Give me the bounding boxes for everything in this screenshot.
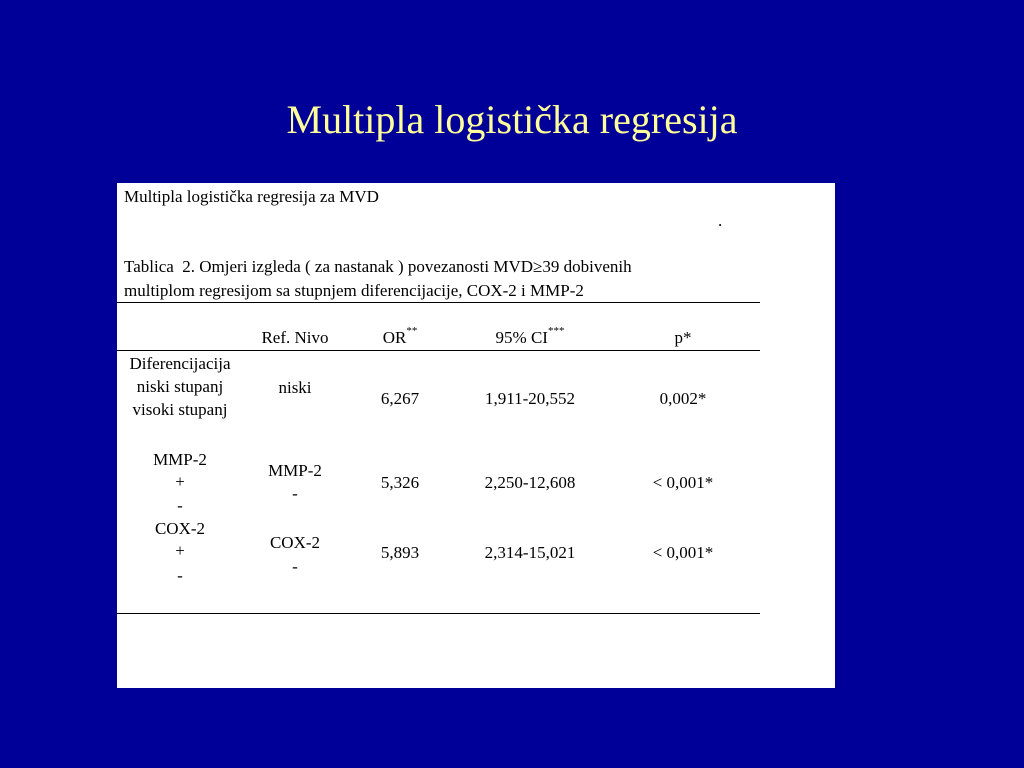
panel-dot: . bbox=[718, 211, 723, 230]
row2-variable-line1: MMP-2 bbox=[153, 450, 207, 469]
row3-or: 5,893 bbox=[380, 543, 420, 562]
caption-line-2: multiplom regresijom sa stupnjem diferencijacije, COX-2 i MMP-2 bbox=[124, 281, 584, 300]
row2-ci: 2,250-12,608 bbox=[484, 473, 576, 492]
row2-ref-line1: MMP-2 bbox=[268, 461, 322, 480]
row2-variable-line2: + bbox=[175, 472, 185, 491]
row1-ref: niski bbox=[278, 378, 312, 397]
row3-ci: 2,314-15,021 bbox=[484, 543, 576, 562]
row3-ref-line1: COX-2 bbox=[269, 533, 321, 552]
row3-variable-line1: COX-2 bbox=[154, 519, 206, 538]
row3-variable-line3: - bbox=[177, 566, 183, 585]
row3-ref-line2: - bbox=[292, 557, 298, 576]
row2-ref-line2: - bbox=[292, 484, 298, 503]
table-image-panel bbox=[117, 183, 835, 688]
row2-or: 5,326 bbox=[380, 473, 420, 492]
slide-title: Multipla logistička regresija bbox=[286, 97, 738, 142]
header-or-sup: ** bbox=[406, 325, 418, 338]
header-ref-nivo: Ref. Nivo bbox=[261, 328, 329, 347]
row1-ci: 1,911-20,552 bbox=[484, 389, 576, 408]
header-or-label: OR bbox=[382, 328, 407, 347]
header-or bbox=[340, 325, 460, 348]
row3-variable-line2: + bbox=[175, 541, 185, 560]
row2-variable-line3: - bbox=[177, 496, 183, 515]
row1-variable-line2: niski stupanj bbox=[136, 377, 224, 396]
header-p: p* bbox=[674, 328, 692, 347]
panel-heading: Multipla logistička regresija za MVD bbox=[124, 187, 379, 206]
row2-p: < 0,001* bbox=[652, 473, 714, 492]
row1-variable-line3: visoki stupanj bbox=[132, 400, 228, 419]
table-header-rule bbox=[117, 350, 760, 351]
table-bottom-rule bbox=[117, 613, 760, 614]
row1-variable-line1: Diferencijacija bbox=[129, 354, 231, 373]
header-ci bbox=[450, 325, 610, 348]
row3-p: < 0,001* bbox=[652, 543, 714, 562]
row1-p: 0,002* bbox=[659, 389, 707, 408]
header-ci-sup: *** bbox=[547, 325, 565, 338]
row1-or: 6,267 bbox=[380, 389, 420, 408]
header-ci-label: 95% CI bbox=[495, 328, 548, 347]
caption-line-1: Tablica 2. Omjeri izgleda ( za nastanak ) povezanosti MVD≥39 dobivenih bbox=[124, 257, 632, 276]
table-top-rule bbox=[117, 302, 760, 303]
